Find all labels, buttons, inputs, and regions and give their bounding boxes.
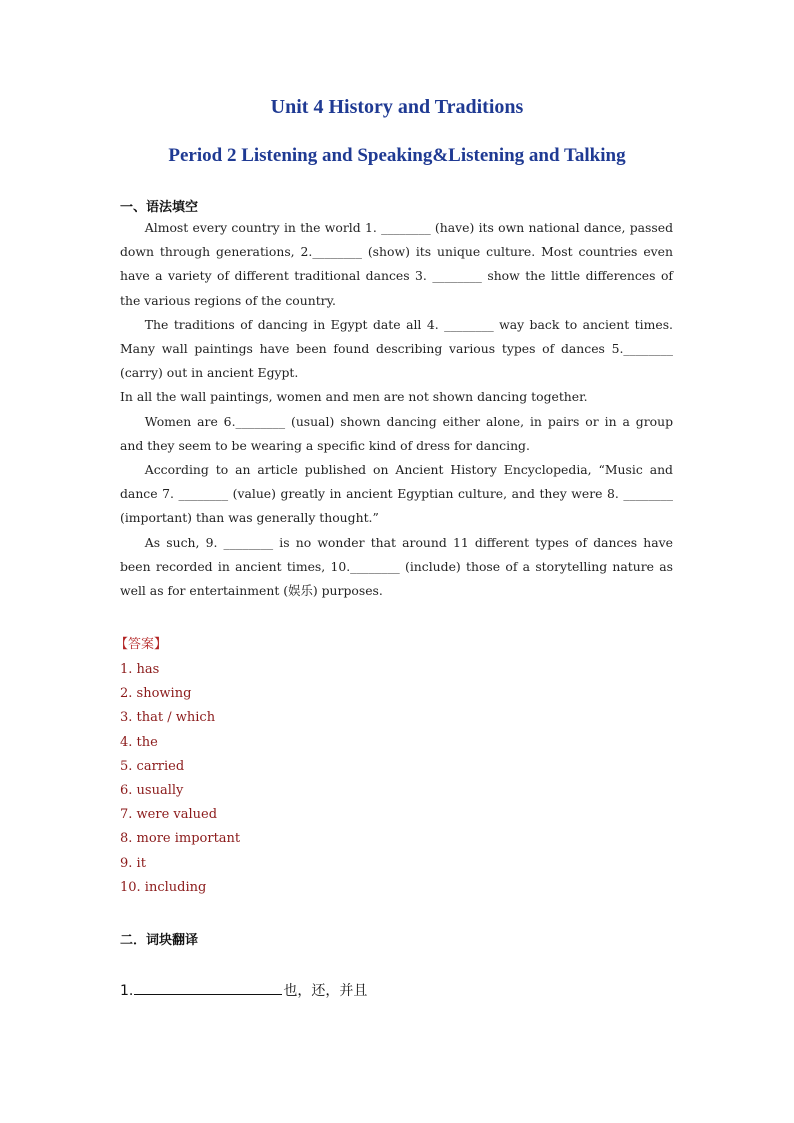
- answer-item: 7. were valued: [120, 807, 218, 823]
- section-2-heading: 二．词块翻译: [120, 933, 199, 948]
- passage-paragraph-3: In all the wall paintings, women and men are not shown dancing together.: [120, 389, 588, 405]
- answer-item: 6. usually: [120, 783, 184, 799]
- answer-item: 8. more important: [120, 831, 241, 847]
- answer-item: 5. carried: [120, 758, 185, 774]
- answer-item: 10. including: [120, 879, 207, 895]
- passage-paragraph-6: As such, 9. ________ is no wonder that around 11 different types of dances have been recorded in ancient times, 10.________ (include) those of a storytelling nature as well as for entertainment (娱乐) purposes.: [120, 534, 673, 599]
- answer-item: 1. has: [120, 662, 160, 677]
- answer-item: 3. that / which: [120, 710, 216, 726]
- answer-heading: 【答案】: [115, 637, 168, 652]
- vocab-item-1: [120, 980, 367, 1000]
- vocab-item-meaning: 也，还，并且: [283, 983, 368, 999]
- passage-paragraph-2: The traditions of dancing in Egypt date all 4. ________ way back to ancient times. Many wall paintings have been found describing various types of dances 5.________ (carry) out in ancient Egypt.: [120, 316, 673, 381]
- passage-paragraph-5: According to an article published on Ancient History Encyclopedia, “Music and dance 7. ________ (value) greatly in ancient Egyptian culture, and they were 8. ________ (important) than was generally thought.”: [120, 462, 673, 526]
- vocab-answer-blank[interactable]: [134, 980, 282, 995]
- passage: [120, 216, 673, 603]
- passage-paragraph-4: Women are 6.________ (usual) shown dancing either alone, in pairs or in a group and they seem to be wearing a specific kind of dress for dancing.: [120, 413, 673, 453]
- unit-title: Unit 4 History and Traditions: [270, 96, 524, 118]
- answer-item: 9. it: [120, 855, 146, 871]
- vocab-item-number: 1.: [120, 983, 134, 999]
- period-title: Period 2 Listening and Speaking&Listening and Talking: [168, 145, 626, 166]
- answer-item: 2. showing: [120, 686, 192, 702]
- answer-list: [120, 658, 240, 900]
- passage-paragraph-1: Almost every country in the world 1. ________ (have) its own national dance, passed down through generations, 2.________ (show) its unique culture. Most countries even have a variety of different traditional dances 3. ________ show the little differences of the various regions of the country.: [120, 220, 673, 308]
- section-1-heading: 一、语法填空: [120, 200, 199, 215]
- answer-item: 4. the: [120, 734, 158, 750]
